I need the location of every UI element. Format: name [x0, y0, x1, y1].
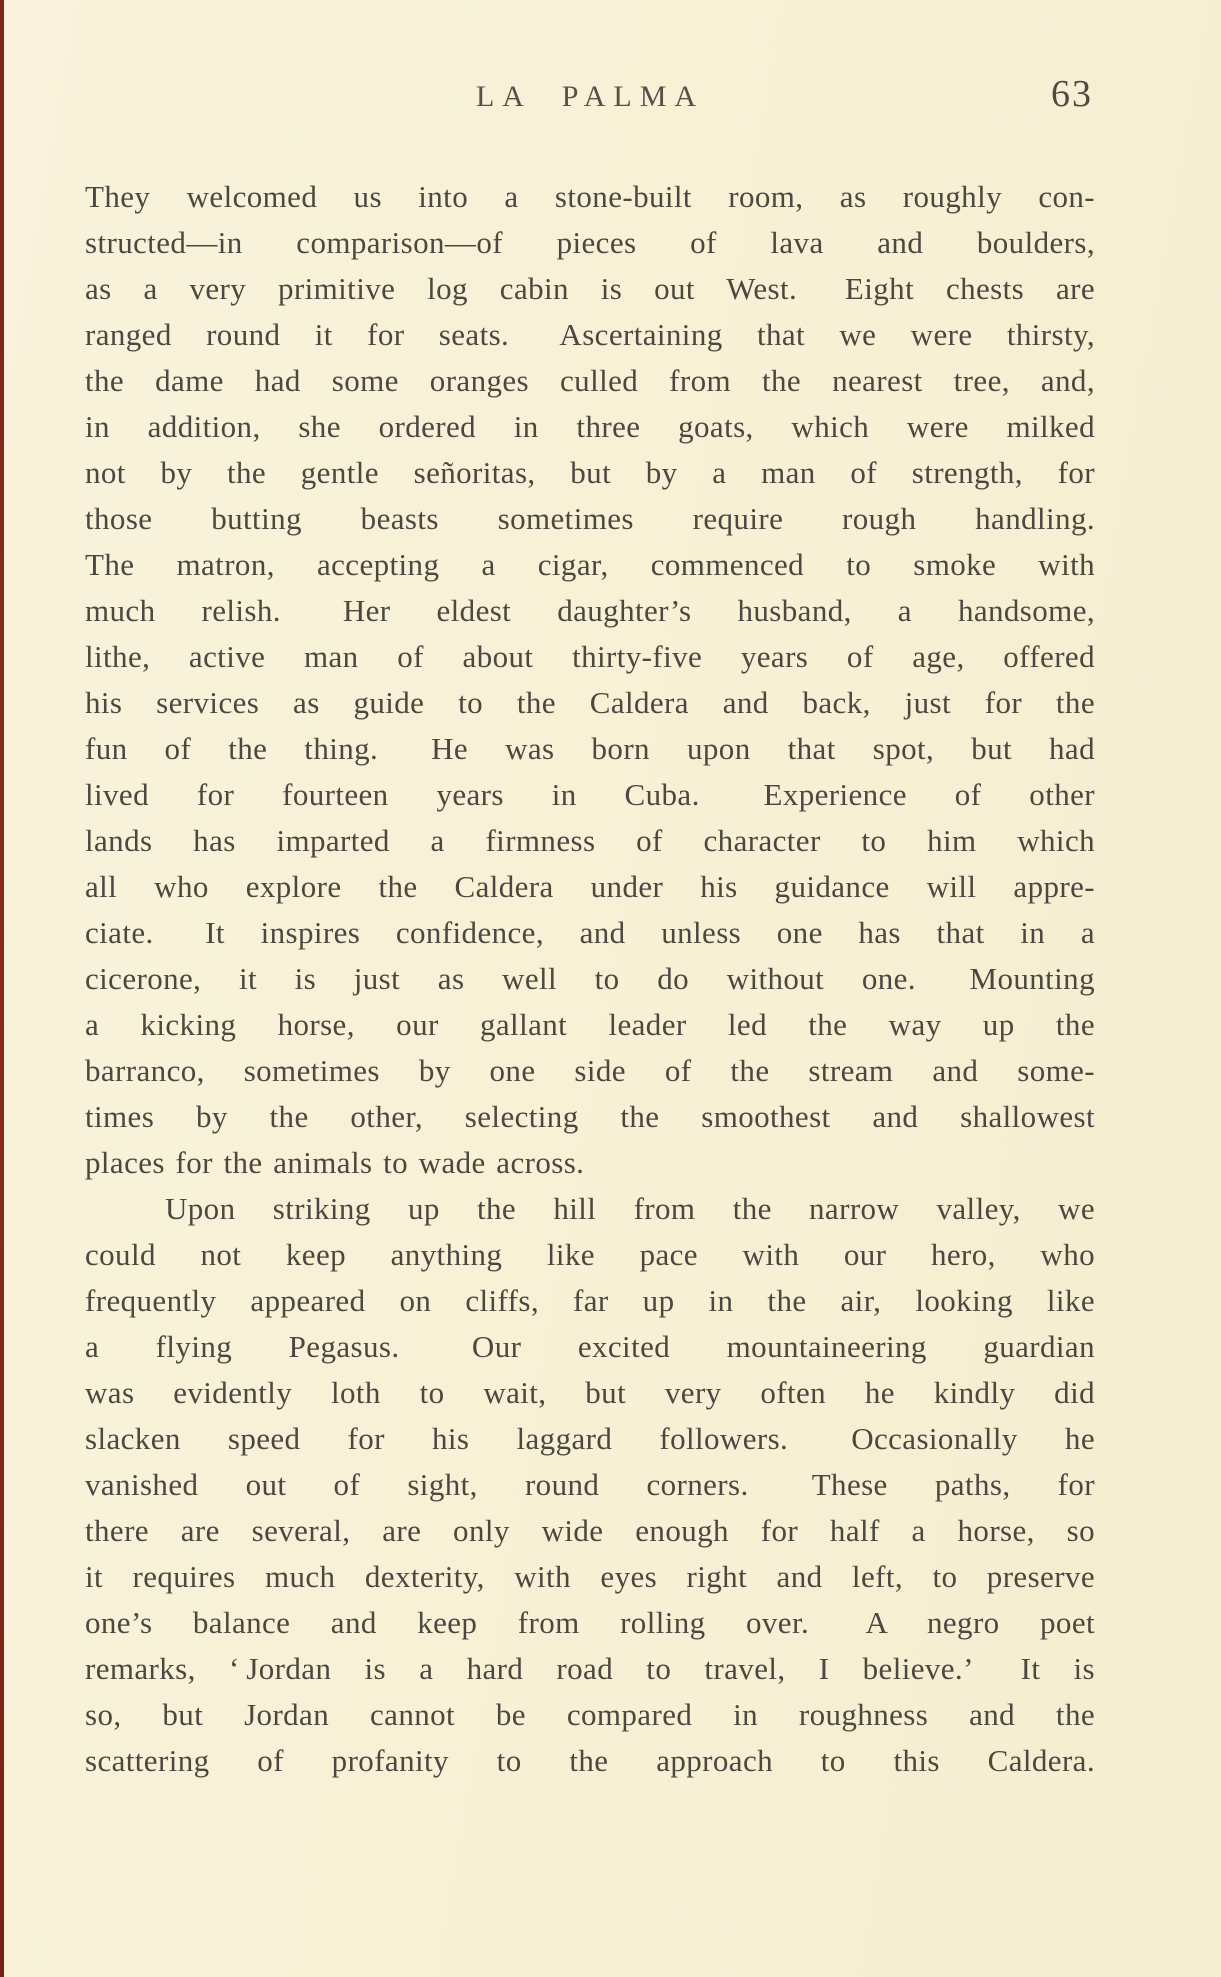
text-line: ciate. It inspires confidence, and unless one has that in a: [85, 915, 1095, 950]
text-line: so, but Jordan cannot be compared in roughness and the: [85, 1697, 1095, 1732]
text-line: structed—in comparison—of pieces of lava and boulders,: [85, 225, 1095, 260]
text-line: The matron, accepting a cigar, commenced to smoke with: [85, 547, 1095, 582]
text-line: cicerone, it is just as well to do without one. Mounting: [85, 961, 1095, 996]
running-head: [85, 72, 1095, 142]
text-line: not by the gentle señoritas, but by a man of strength, for: [85, 455, 1095, 490]
text-line: remarks, ‘ Jordan is a hard road to travel, I believe.’ It is: [85, 1651, 1095, 1686]
text-line: as a very primitive log cabin is out West. Eight chests are: [85, 271, 1095, 306]
page-number: 63: [1051, 73, 1093, 115]
text-line: his services as guide to the Caldera and back, just for the: [85, 685, 1095, 720]
text-line: Upon striking up the hill from the narrow valley, we: [165, 1191, 1095, 1226]
text-line: a kicking horse, our gallant leader led the way up the: [85, 1007, 1095, 1042]
text-line: one’s balance and keep from rolling over. A negro poet: [85, 1605, 1095, 1640]
text-line: a flying Pegasus. Our excited mountaineering guardian: [85, 1329, 1095, 1364]
page-content: [85, 72, 1095, 1778]
paragraph: [85, 1186, 1095, 1784]
text-line: lands has imparted a firmness of character to him which: [85, 823, 1095, 858]
page-edge-stripe: [0, 0, 4, 1977]
paragraph: [85, 174, 1095, 1186]
text-line: there are several, are only wide enough for half a horse, so: [85, 1513, 1095, 1548]
text-line: the dame had some oranges culled from the nearest tree, and,: [85, 363, 1095, 398]
running-head-title: LA PALMA: [475, 80, 705, 113]
text-line: fun of the thing. He was born upon that spot, but had: [85, 731, 1095, 766]
text-line: times by the other, selecting the smoothest and shallowest: [85, 1099, 1095, 1134]
text-line: it requires much dexterity, with eyes right and left, to preserve: [85, 1559, 1095, 1594]
text-line: They welcomed us into a stone-built room, as roughly con-: [85, 179, 1095, 214]
text-line: frequently appeared on cliffs, far up in the air, looking like: [85, 1283, 1095, 1318]
text-line: could not keep anything like pace with our hero, who: [85, 1237, 1095, 1272]
text-line: in addition, she ordered in three goats, which were milked: [85, 409, 1095, 444]
text-line: slacken speed for his laggard followers. Occasionally he: [85, 1421, 1095, 1456]
text-line: places for the animals to wade across.: [85, 1145, 585, 1180]
text-line: lithe, active man of about thirty-five years of age, offered: [85, 639, 1095, 674]
text-line: vanished out of sight, round corners. These paths, for: [85, 1467, 1095, 1502]
body-text: [85, 174, 1095, 1784]
text-line: all who explore the Caldera under his guidance will appre-: [85, 869, 1095, 904]
text-line: scattering of profanity to the approach to this Caldera.: [85, 1743, 1095, 1778]
text-line: was evidently loth to wait, but very often he kindly did: [85, 1375, 1095, 1410]
text-line: much relish. Her eldest daughter’s husband, a handsome,: [85, 593, 1095, 628]
text-line: those butting beasts sometimes require rough handling.: [85, 501, 1095, 536]
text-line: barranco, sometimes by one side of the stream and some-: [85, 1053, 1095, 1088]
text-line: lived for fourteen years in Cuba. Experience of other: [85, 777, 1095, 812]
text-line: ranged round it for seats. Ascertaining that we were thirsty,: [85, 317, 1095, 352]
